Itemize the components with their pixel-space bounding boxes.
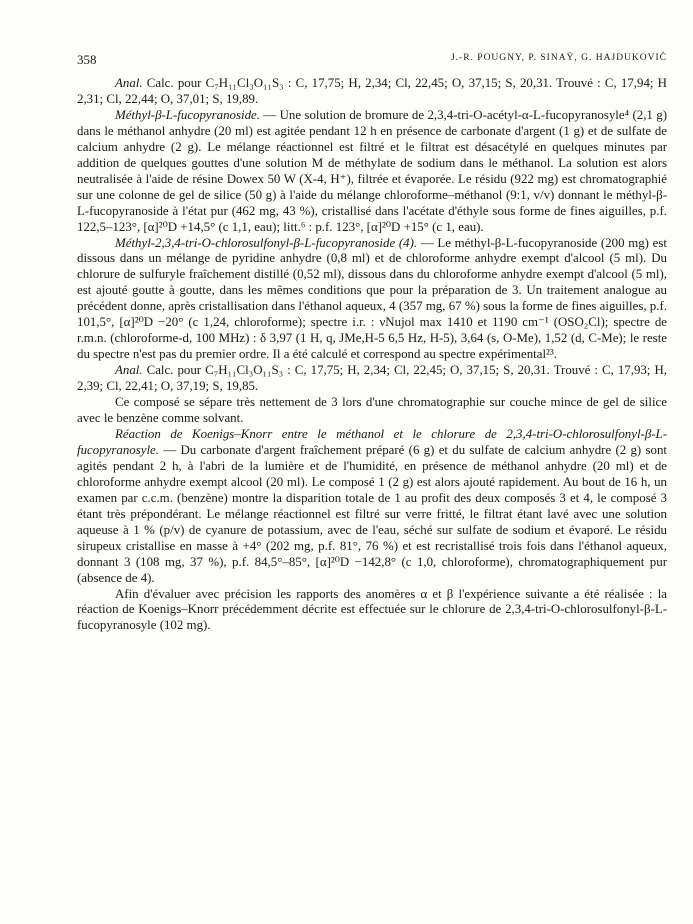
paragraph-text: Calc. pour C₇H₁₁Cl₃O₁₁S₃ : C, 17,75; H, 2,34; Cl, 22,45; O, 37,15; S, 20,31. Trouvé : C, 17,94; H 2,31; Cl, 22,44; O, 37,01; S, 19,89. [77, 76, 667, 106]
paragraph-heading: Réaction de Koenigs–Knorr entre le méthanol et le chlorure de 2,3,4-tri-O-chlorosulfonyl-β-L-fucopyranosyle. [77, 426, 667, 457]
paragraph-analysis-1 [77, 76, 667, 108]
paragraph-text: — Du carbonate d'argent fraîchement préparé (6 g) et du sulfate de calcium anhydre (2 g) sont agités pendant 2 h, à l'abri de la lumière et de l'humidité, en présence de méthanol anhydre (20 ml) et de chloroforme anhydre exempt alcool (20 ml). Le composé 1 (2 g) est alors ajouté rapidement. Au bout de 16 h, un examen par c.c.m. (benzène) montre la disparition totale de 1 au profit des deux composés 3 et 4, le composé 3 étant très prépondérant. Le mélange réactionnel est filtré sur verre fritté, le filtrat étant lavé avec une solution aqueuse à 1 % (p/v) de cyanure de potassium, avec de l'eau, séché sur sulfate de sodium et évaporé. Le résidu sirupeux cristallise en masse à +4° (202 mg, p.f. 81°, 76 %) et est recristallisé trois fois dans l'éthanol aqueux, donnant 3 (108 mg, 37 %), p.f. 84,5°–85°, [α]²⁰D −142,8° (c 1,0, chloroforme), chromatographiquement pur (absence de 4). [77, 442, 667, 585]
running-head-authors: J.-R. POUGNY, P. SINAŸ, G. HAJDUKOVIĆ [450, 53, 667, 63]
paragraph-heading: Méthyl-2,3,4-tri-O-chlorosulfonyl-β-L-fucopyranoside (4). [115, 235, 418, 250]
paragraph-anomer-ratio [77, 587, 667, 635]
paragraph-koenigs-knorr [77, 427, 667, 587]
paragraph-text: — Une solution de bromure de 2,3,4-tri-O-acétyl-α-L-fucopyranosyle⁴ (2,1 g) dans le méthanol anhydre (20 ml) est agitée pendant 12 h en présence de carbonate d'argent (1 g) et de sulfate de calcium anhydre (2 g). Le mélange réactionnel est filtré et le filtrat est désacétylé en quelques minutes par addition de quelques gouttes d'une solution M de méthylate de sodium dans le méthanol. La solution est alors neutralisée à l'aide de résine Dowex 50 W (X-4, H⁺), filtrée et évaporée. Le résidu (922 mg) est chromatographié sur une colonne de gel de silice (50 g) à l'aide du mélange chloroforme–méthanol (9:1, v/v) donnant le méthyl-β-L-fucopyranoside à l'état pur (462 mg, 43 %), cristallisé dans l'acétate d'éthyle sous forme de fines aiguilles, p.f. 122,5–123°, [α]²⁰D +14,5° (c 1,1, eau); litt.⁶ : p.f. 123°, [α]²⁰D +15° (c 1, eau). [77, 107, 667, 234]
paragraph-text: Ce composé se sépare très nettement de 3 lors d'une chromatographie sur couche mince de gel de silice avec le benzène comme solvant. [77, 395, 667, 426]
page-header [77, 52, 667, 68]
paragraph-text: Afin d'évaluer avec précision les rapports des anomères α et β l'expérience suivante a été réalisée : la réaction de Koenigs–Knorr précédemment décrite est effectuée sur le chlorure de 2,3,4-tri-O-chlorosulfonyl-β-L-fucopyranosyle (102 mg). [77, 586, 667, 633]
paragraph-heading: Anal. [115, 363, 143, 378]
paragraph-text: — Le méthyl-β-L-fucopyranoside (200 mg) est dissous dans un mélange de pyridine anhydre (0,8 ml) et de chloroforme anhydre exempt d'alcool (5 ml). Du chlorure de sulfuryle fraîchement distillé (0,52 ml), dissous dans du chloroforme anhydre exempt d'alcool (5 ml), est ajouté goutte à goutte, dans les mêmes conditions que pour la préparation de 3. Un traitement analogue au précédent donne, après cristallisation dans l'éthanol aqueux, 4 (357 mg, 67 %) sous la forme de fines aiguilles, p.f. 101,5°, [α]²⁰D −20° (c 1,24, chloroforme); spectre i.r. : νNujol max 1410 et 1190 cm⁻¹ (OSO₂Cl); spectre de r.m.n. (chloroforme-d, 100 MHz) : δ 3,97 (1 H, q, JMe,H-5 6,5 Hz, H-5), 3,64 (s, O-Me), 1,52 (d, C-Me); le reste du spectre n'est pas du premier ordre. Il a été calculé et correspond au spectre expérimental²³. [77, 235, 667, 362]
paragraph-compound-4 [77, 236, 667, 364]
paragraph-separation-note [77, 395, 667, 427]
paragraph-text: Calc. pour C₇H₁₁Cl₃O₁₁S₃ : C, 17,75; H, 2,34; Cl, 22,45; O, 37,15; S, 20,31. Trouvé : C, 17,93; H, 2,39; Cl, 22,41; O, 37,19; S, 19,85. [77, 363, 667, 394]
paragraph-heading: Anal. [115, 76, 143, 90]
article-body [77, 76, 667, 634]
paragraph-analysis-2 [77, 363, 667, 395]
paragraph-methyl-fucopyranoside [77, 108, 667, 236]
paragraph-heading: Méthyl-β-L-fucopyranoside. [115, 107, 260, 122]
page-number: 358 [77, 52, 97, 67]
